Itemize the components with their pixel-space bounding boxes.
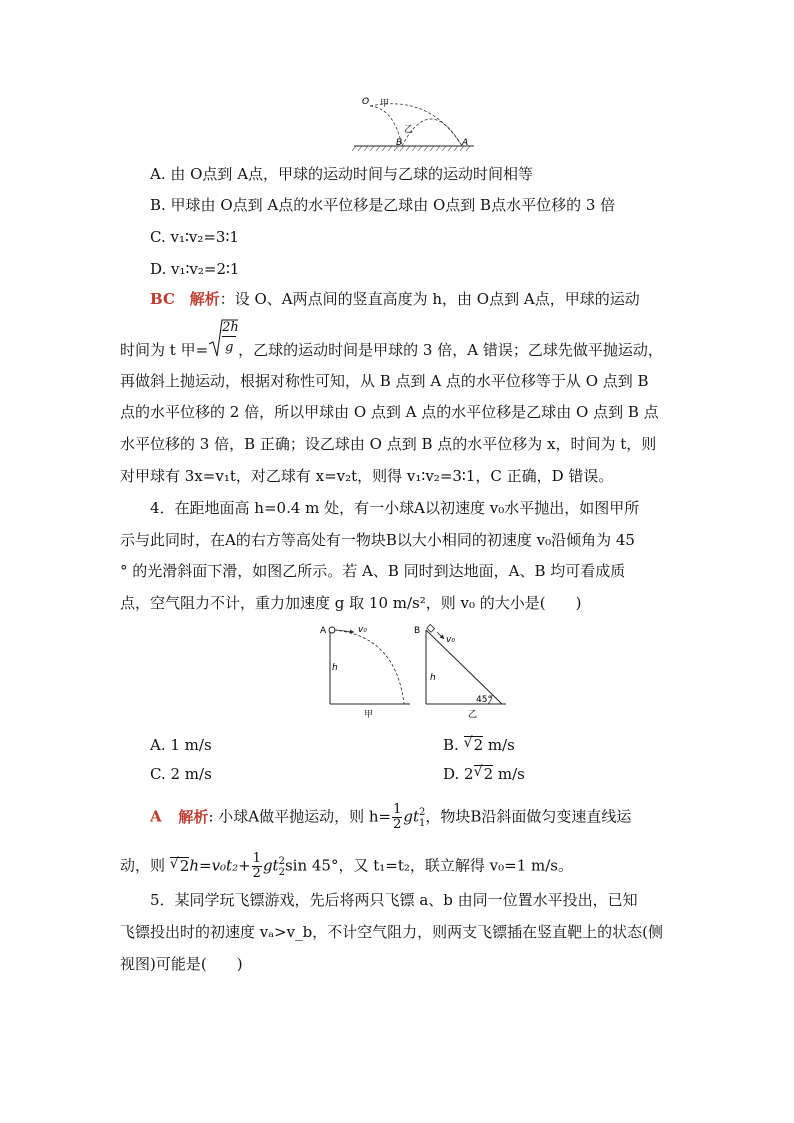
q3-answer-line-3: 再做斜上抛运动，根据对称性可知，从 B 点到 A 点的水平位移等于从 O 点到 B: [120, 372, 649, 390]
fig-label-angle: 45°: [476, 695, 492, 705]
label-o: O: [362, 97, 370, 107]
fraction-half: $\frac{1}{2}$: [252, 851, 261, 881]
label-b: B: [396, 138, 403, 148]
q4-option-d: D. 2 √ 2 m/s: [443, 764, 525, 783]
q3-answer-line-6: 对甲球有 3x=v₁t，对乙球有 x=v₂t，则得 v₁∶v₂=3∶1，C 正确，D 错误。: [120, 467, 614, 485]
q3-answer-key: BC: [150, 290, 175, 308]
q4-line-1: 4．在距地面高 h=0.4 m 处，有一小球A以初速度 v₀水平抛出，如图甲所: [150, 499, 640, 517]
q4-answer-tag: 解析: [178, 807, 209, 826]
label-yi: 乙: [404, 125, 414, 135]
fraction-half: $\frac{1}{2}$: [393, 802, 402, 832]
trajectory-figure-1: [350, 94, 480, 156]
fig-label-a: A: [320, 626, 327, 636]
q3-answer-line-5: 水平位移的 3 倍，B 正确；设乙球由 O 点到 B 点的水平位移为 x，时间为 t，则: [120, 435, 657, 453]
sqrt-expression: 2h g: [208, 330, 238, 372]
q3-answer-line-2: 时间为 t 甲= 2h g ，乙球的运动时间是甲球的 3 倍，A 错误；乙球先做平抛运动，: [120, 330, 663, 372]
q5-line-1: 5．某同学玩飞镖游戏，先后将两只飞镖 a、b 由同一位置水平投出，已知: [150, 891, 638, 909]
q4-answer-line-1: A 解析: 小球A做平抛运动，则 h= $\frac{1}{2}$ gt 2 1 ，物块B沿斜面做匀变速直线运: [150, 802, 632, 832]
fig-label-h-a: h: [332, 663, 338, 673]
q4-option-c: C. 2 m/s: [150, 765, 212, 783]
q3-option-d: D. v₁∶v₂=2∶1: [150, 260, 240, 278]
label-jia: 甲: [380, 99, 390, 109]
q4-option-b: B. √ 2 m/s: [443, 735, 515, 754]
fig-label-jia: 甲: [364, 710, 374, 720]
q4-answer-key: A: [150, 807, 162, 826]
q4-option-a: A. 1 m/s: [150, 736, 212, 754]
sqrt-two: √ 2: [463, 735, 484, 754]
q4-line-2: 示与此同时，在A的右方等高处有一物块B以大小相同的初速度 v₀沿倾角为 45: [120, 531, 635, 549]
q3-option-a: A. 由 O点到 A点，甲球的运动时间与乙球的运动时间相等: [150, 165, 534, 183]
label-a: A: [462, 138, 469, 148]
q3-option-c: C. v₁∶v₂=3∶1: [150, 228, 239, 246]
q4-answer-line-2: 动，则 √ 2h=v₀t₂+ $\frac{1}{2}$ gt 2 2 sin 45°，又 t₁=t₂，联立解得 v₀=1 m/s。: [120, 851, 574, 881]
sqrt-two: √ 2: [473, 764, 494, 783]
fig-label-v0-b: v₀: [446, 635, 455, 645]
fig-label-yi: 乙: [468, 710, 478, 720]
fig-label-v0-a: v₀: [358, 625, 367, 635]
q4-line-3: ° 的光滑斜面下滑，如图乙所示。若 A、B 同时到达地面，A、B 均可看成质: [120, 562, 626, 580]
fig-label-h-b: h: [430, 673, 436, 683]
q3-answer-tag: 解析: [189, 290, 220, 308]
sqrt-two: √ 2: [169, 855, 190, 875]
fig-label-b: B: [414, 626, 421, 636]
q3-option-b: B. 甲球由 O点到 A点的水平位移是乙球由 O点到 B点水平位移的 3 倍: [150, 196, 616, 214]
q4-figure: [316, 620, 516, 720]
q3-answer-line-4: 点的水平位移的 2 倍，所以甲球由 O 点到 A 点的水平位移是乙球由 O 点到 B 点: [120, 403, 659, 421]
q5-line-2: 飞镖投出时的初速度 vₐ>v_b，不计空气阻力，则两支飞镖插在竖直靶上的状态(侧: [120, 923, 664, 941]
q3-answer-line-1: BC 解析：设 O、A两点间的竖直高度为 h，由 O点到 A点，甲球的运动: [150, 290, 640, 308]
q5-line-3: 视图)可能是( ): [120, 955, 243, 973]
q4-line-4: 点，空气阻力不计，重力加速度 g 取 10 m/s²，则 v₀ 的大小是( ): [120, 594, 582, 612]
